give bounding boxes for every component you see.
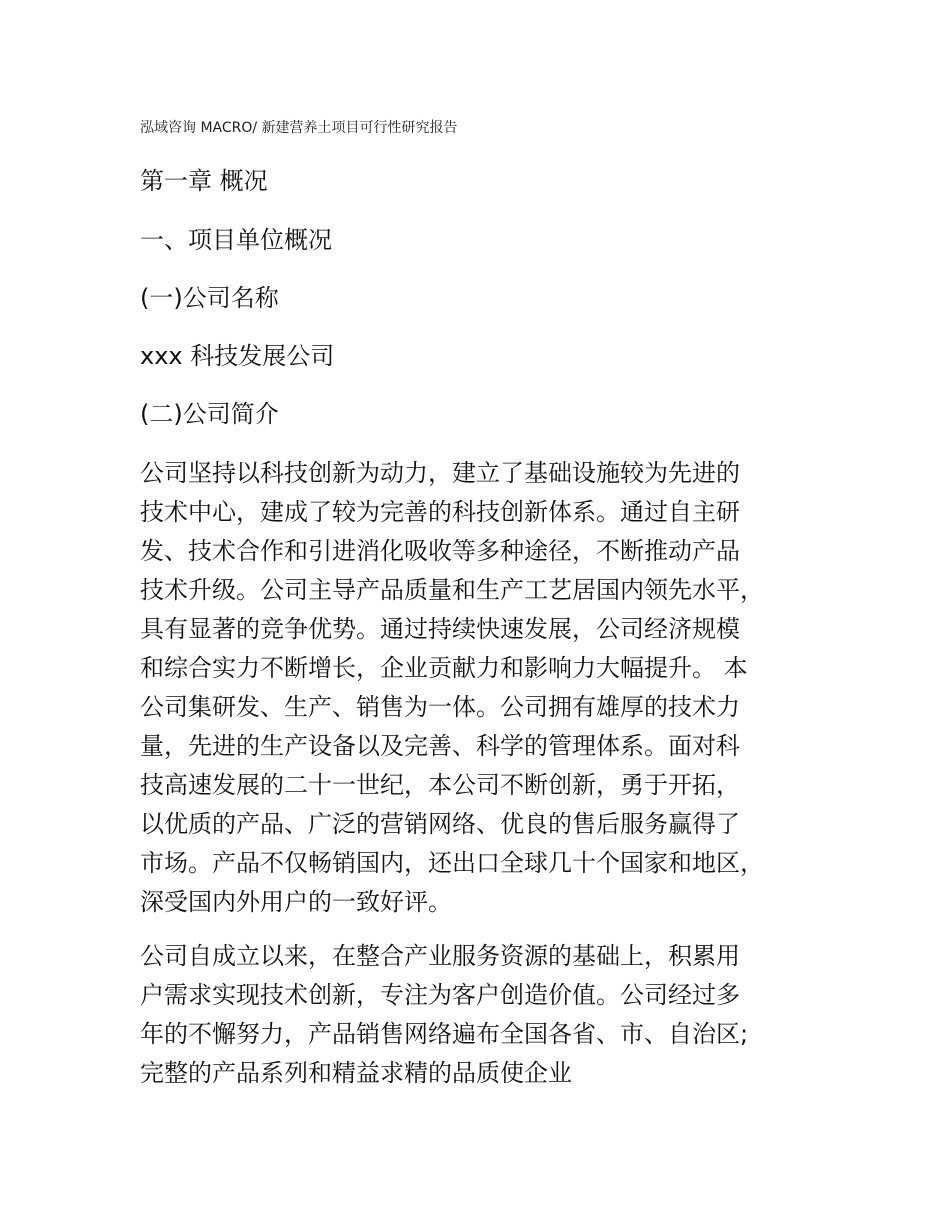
company-name: xxx 科技发展公司 — [140, 342, 335, 370]
section-title: 一、项目单位概况 — [140, 226, 332, 254]
paragraph-line: 完整的产品系列和精益求精的品质使企业 — [140, 1059, 572, 1087]
paragraph-line: 发、技术合作和引进消化吸收等多种途径，不断推动产品 — [140, 537, 740, 565]
paragraph-line: 深受国内外用户的一致好评。 — [140, 888, 452, 916]
paragraph-line: 年的不懈努力，产品销售网络遍布全国各省、市、自治区; — [140, 1020, 749, 1048]
chapter-title: 第一章 概况 — [140, 167, 268, 195]
company-profile-heading: (二)公司简介 — [140, 400, 279, 428]
paragraph-line: 户需求实现技术创新，专注为客户创造价值。公司经过多 — [140, 981, 740, 1009]
paragraph-line: 技术中心，建成了较为完善的科技创新体系。通过自主研 — [140, 498, 740, 526]
paragraph-line: 和综合实力不断增长，企业贡献力和影响力大幅提升。 本 — [140, 654, 748, 682]
paragraph-line: 以优质的产品、广泛的营销网络、优良的售后服务赢得了 — [140, 810, 740, 838]
paragraph-company-profile — [140, 454, 830, 922]
paragraph-line: 公司集研发、生产、销售为一体。公司拥有雄厚的技术力 — [140, 693, 740, 721]
paragraph-line: 公司自成立以来，在整合产业服务资源的基础上，积累用 — [140, 942, 740, 970]
paragraph-line: 技高速发展的二十一世纪，本公司不断创新，勇于开拓， — [140, 771, 740, 799]
paragraph-line: 量，先进的生产设备以及完善、科学的管理体系。面对科 — [140, 732, 740, 760]
running-header: 泓域咨询 MACRO/ 新建营养土项目可行性研究报告 — [140, 120, 458, 136]
paragraph-company-development — [140, 937, 830, 1093]
paragraph-line: 市场。产品不仅畅销国内，还出口全球几十个国家和地区， — [140, 849, 764, 877]
company-name-heading: (一)公司名称 — [140, 284, 279, 312]
paragraph-line: 公司坚持以科技创新为动力，建立了基础设施较为先进的 — [140, 459, 740, 487]
paragraph-line: 具有显著的竞争优势。通过持续快速发展，公司经济规模 — [140, 615, 740, 643]
paragraph-line: 技术升级。公司主导产品质量和生产工艺居国内领先水平， — [140, 576, 764, 604]
